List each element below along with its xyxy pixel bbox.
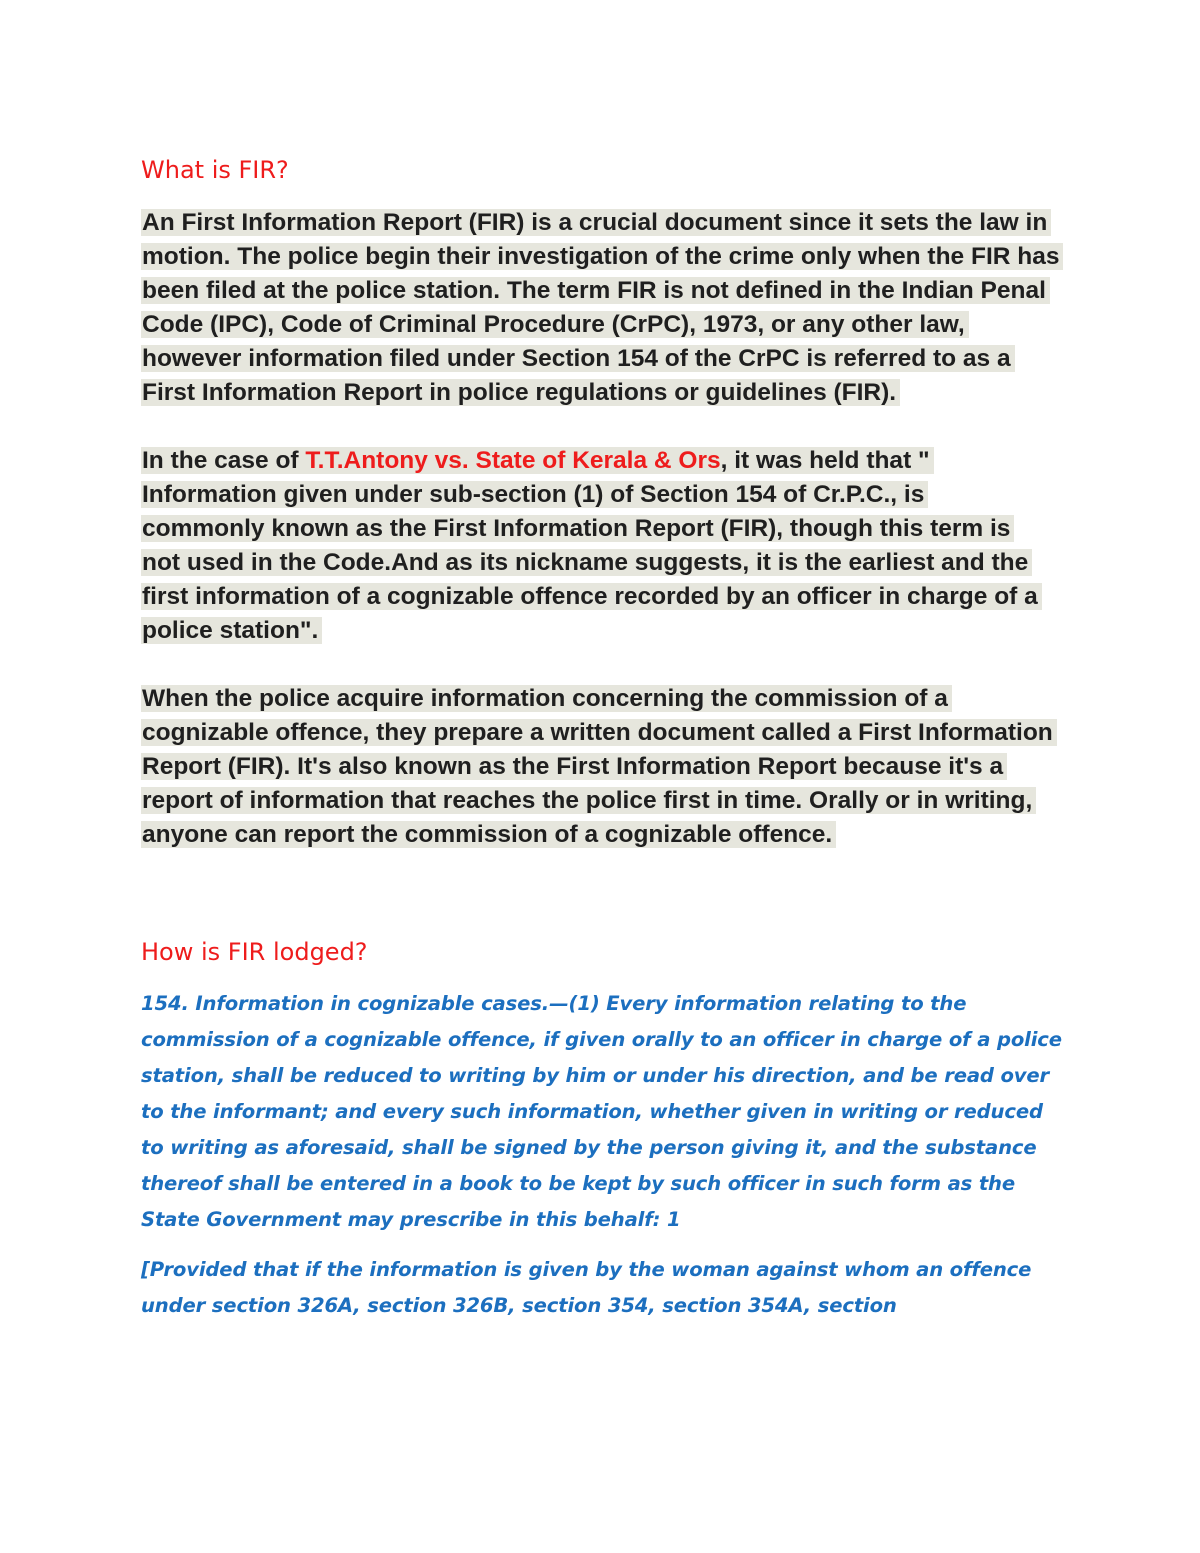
case-quote-text: , it was held that " Information given under sub-section (1) of Section 154 of Cr.P.C., is commonly known as the First Information Report (FIR), though this term is not used in the Code.And as its nickname suggests, it is the earliest and the first information of a cognizable offence recorded by an officer in charge of a police station". <box>142 447 1038 644</box>
statute-proviso: [Provided that if the information is given by the woman against whom an offence under section 326A, section 326B, section 354, section 354A, section <box>141 1258 1032 1317</box>
heading-what-is-fir: What is FIR? <box>141 156 289 184</box>
highlighted-text: When the police acquire information concerning the commission of a cognizable offence, they prepare a written document called a First Information Report (FIR). It's also known as the First Information Report because it's a report of information that reaches the police first in time. Orally or in writing, anyone can report the commission of a cognizable offence. <box>141 685 1057 848</box>
case-intro-text: In the case of <box>142 447 306 474</box>
paragraph-fir-definition <box>141 206 1061 410</box>
highlighted-text: An First Information Report (FIR) is a crucial document since it sets the law in motion. The police begin their investigation of the crime only when the FIR has been filed at the police station. The term FIR is not defined in the Indian Penal Code (IPC), Code of Criminal Procedure (CrPC), 1973, or any other law, however information filed under Section 154 of the CrPC is referred to as a First Information Report in police regulations or guidelines (FIR). <box>141 209 1063 406</box>
heading-how-is-fir-lodged: How is FIR lodged? <box>141 938 368 966</box>
highlighted-text <box>141 447 1042 644</box>
paragraph-fir-preparation <box>141 682 1071 852</box>
statute-section-154: 154. Information in cognizable cases.—(1) Every information relating to the commission of a cognizable offence, if given orally to an officer in charge of a police station, shall be reduced to writing by him or under his direction, and be read over to the informant; and every such information, whether given in writing or reduced to writing as aforesaid, shall be signed by the person giving it, and the substance thereof shall be entered in a book to be kept by such officer in such form as the State Government may prescribe in this behalf: 1 <box>141 992 1062 1231</box>
document-content <box>141 140 1071 1324</box>
case-name: T.T.Antony vs. State of Kerala & Ors <box>305 447 721 474</box>
paragraph-case-law <box>141 444 1046 648</box>
